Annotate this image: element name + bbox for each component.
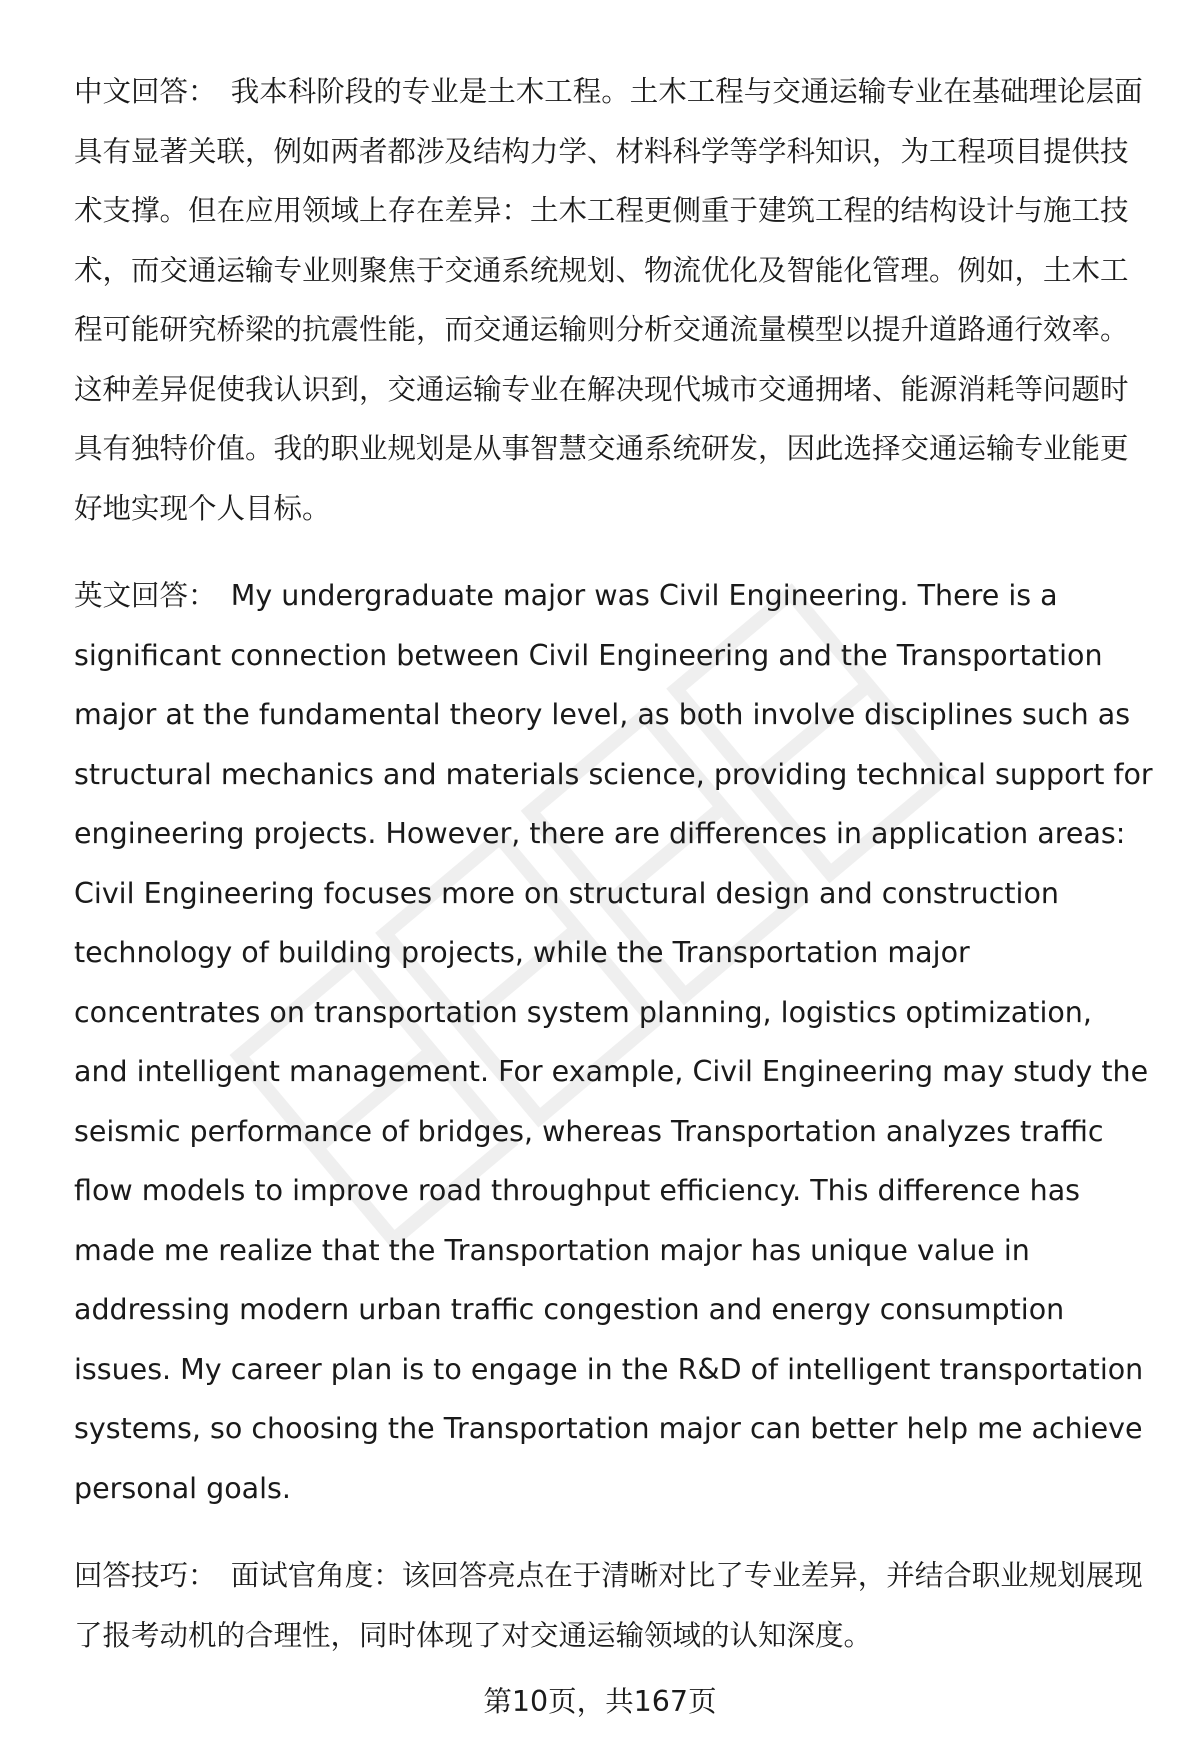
english-answer-text: My undergraduate major was Civil Engineering. There is a significant connection between Civil Engineering and the Transportation major at the fundamental theory level, as both involve disciplines such as structural mechanics and materials science, providing technical support for engineering projects. However, there are differences in application areas: Civil Engineering focuses more on structural design and construction technology of building projects, while the Transportation major concentrates on transportation system planning, logistics optimization, and intelligent management. For example, Civil Engineering may study the seismic performance of bridges, whereas Transportation analyzes traffic flow models to improve road throughput efficiency. This difference has made me realize that the Transportation major has unique value in addressing modern urban traffic congestion and energy consumption issues. My career plan is to engage in the R&D of intelligent transportation systems, so choosing the Transportation major can better help me achieve personal goals. [74,579,1153,1505]
english-answer-label: 英文回答： [74,579,217,612]
chinese-answer-label: 中文回答： [74,75,217,108]
chinese-answer-paragraph [74,62,1154,538]
chinese-answer-text: 我本科阶段的专业是土木工程。土木工程与交通运输专业在基础理论层面具有显著关联，例如两者都涉及结构力学、材料科学等学科知识，为工程项目提供技术支撑。但在应用领域上存在差异：土木工程更侧重于建筑工程的结构设计与施工技术，而交通运输专业则聚焦于交通系统规划、物流优化及智能化管理。例如，土木工程可能研究桥梁的抗震性能，而交通运输则分析交通流量模型以提升道路通行效率。这种差异促使我认识到，交通运输专业在解决现代城市交通拥堵、能源消耗等问题时具有独特价值。我的职业规划是从事智慧交通系统研发，因此选择交通运输专业能更好地实现个人目标。 [74,75,1143,525]
answer-tips-paragraph [74,1546,1154,1665]
answer-tips-label: 回答技巧： [74,1559,217,1592]
answer-tips-text: 面试官角度：该回答亮点在于清晰对比了专业差异，并结合职业规划展现了报考动机的合理性，同时体现了对交通运输领域的认知深度。 [74,1559,1143,1652]
english-answer-paragraph [74,566,1154,1518]
document-body [74,62,1154,1693]
page-number: 第10页，共167页 [483,1685,717,1718]
